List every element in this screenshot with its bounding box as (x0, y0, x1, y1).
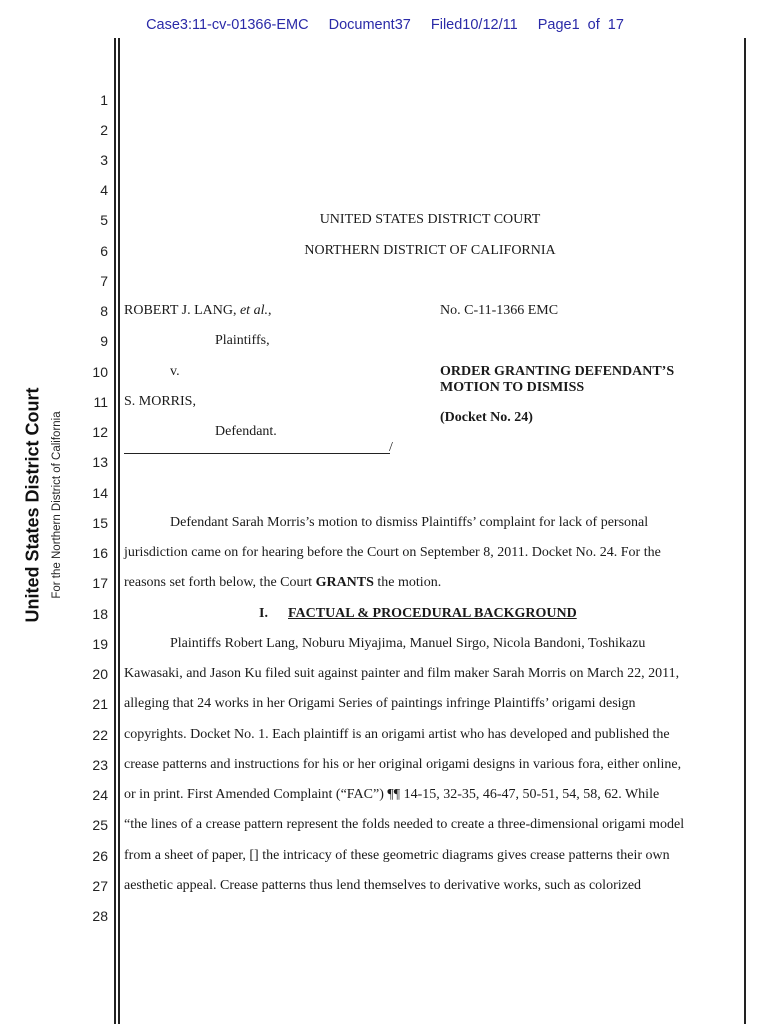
case-number: No. C-11-1366 EMC (440, 303, 559, 318)
line-number: 3 (100, 152, 108, 168)
body-line-15: Defendant Sarah Morris’s motion to dismiss Plaintiffs’ complaint for lack of personal (170, 515, 649, 530)
line-number: 23 (92, 757, 108, 773)
line-number: 13 (92, 454, 108, 470)
line-number: 6 (100, 243, 108, 259)
plaintiff-text: ROBERT J. LANG, (124, 303, 237, 318)
line-number: 5 (100, 212, 108, 228)
line-number: 22 (92, 727, 108, 743)
line-number: 16 (92, 545, 108, 561)
line-number: 26 (92, 848, 108, 864)
line-number: 1 (100, 92, 108, 108)
line-number: 19 (92, 636, 108, 652)
body-line-17 (124, 575, 441, 591)
line-number: 20 (92, 666, 108, 682)
body-line-22: copyrights. Docket No. 1. Each plaintiff is an origami artist who has developed and published the (124, 727, 670, 742)
left-margin-rule-inner (118, 38, 120, 1024)
document-number-header: Document37 (328, 17, 411, 33)
district-name: NORTHERN DISTRICT OF CALIFORNIA (304, 243, 556, 258)
plaintiffs-label: Plaintiffs, (215, 333, 270, 348)
body-line-24: or in print. First Amended Complaint (“FAC”) ¶¶ 14-15, 32-35, 46-47, 50-51, 54, 58, 62. While (124, 787, 660, 802)
body-line-26: from a sheet of paper, [] the intricacy of these geometric diagrams gives crease patterns their own (124, 848, 670, 863)
line-number: 24 (92, 787, 108, 803)
line-number: 25 (92, 817, 108, 833)
line-number: 4 (100, 182, 108, 198)
section-heading: FACTUAL & PROCEDURAL BACKGROUND (288, 606, 577, 621)
et-al-text: et al. (239, 303, 268, 318)
document-header (0, 17, 770, 33)
line-number: 10 (92, 364, 108, 380)
body-line-19: Plaintiffs Robert Lang, Noburu Miyajima, Manuel Sirgo, Nicola Bandoni, Toshikazu (170, 636, 646, 651)
sidebar-district-name: For the Northern District of California (51, 411, 63, 599)
right-margin-rule (744, 38, 746, 1024)
plaintiff-name (124, 303, 271, 319)
body-line-17-a: reasons set forth below, the Court (124, 575, 316, 590)
line-number: 21 (92, 696, 108, 712)
docket-reference: (Docket No. 24) (440, 410, 533, 425)
line-number: 7 (100, 273, 108, 289)
line-number: 12 (92, 424, 108, 440)
left-margin-rule-outer (114, 38, 116, 1024)
defendant-name: S. MORRIS, (124, 394, 196, 409)
line-number: 14 (92, 485, 108, 501)
line-number: 2 (100, 122, 108, 138)
body-line-25: “the lines of a crease pattern represent the folds needed to create a three-dimensional origami model (124, 817, 685, 832)
grants-text: GRANTS (315, 575, 374, 590)
line-number: 9 (100, 333, 108, 349)
line-number: 11 (93, 394, 108, 410)
body-line-17-c: the motion. (373, 575, 442, 590)
plaintiff-suffix: , (267, 303, 272, 318)
defendant-label: Defendant. (215, 424, 277, 439)
body-line-23: crease patterns and instructions for his or her original origami designs in various fora, either online, (124, 757, 682, 772)
order-title-line-2: MOTION TO DISMISS (440, 380, 585, 395)
body-line-27: aesthetic appeal. Crease patterns thus lend themselves to derivative works, such as colorized (124, 878, 642, 893)
versus-label: v. (170, 364, 180, 379)
filed-date-header: Filed10/12/11 (430, 17, 518, 33)
body-line-21: alleging that 24 works in her Origami Series of paintings infringe Plaintiffs’ origami design (124, 696, 636, 711)
line-number: 17 (92, 575, 108, 591)
case-number-header: Case3:11-cv-01366-EMC (146, 17, 309, 33)
sidebar-court-name: United States District Court (22, 387, 43, 623)
line-number: 18 (92, 606, 108, 622)
body-line-16: jurisdiction came on for hearing before the Court on September 8, 2011. Docket No. 24. For the (124, 545, 661, 560)
caption-divider (124, 453, 390, 454)
court-name: UNITED STATES DISTRICT COURT (319, 212, 541, 227)
caption-slash: / (389, 440, 393, 455)
line-number: 15 (92, 515, 108, 531)
line-number: 27 (92, 878, 108, 894)
line-number: 8 (100, 303, 108, 319)
order-title-line-1: ORDER GRANTING DEFENDANT’S (440, 364, 675, 379)
section-number: I. (259, 606, 268, 621)
page-indicator: Page1 of 17 (537, 17, 624, 33)
body-line-20: Kawasaki, and Jason Ku filed suit against painter and film maker Sarah Morris on March 22, 2011, (124, 666, 680, 681)
line-number: 28 (92, 908, 108, 924)
